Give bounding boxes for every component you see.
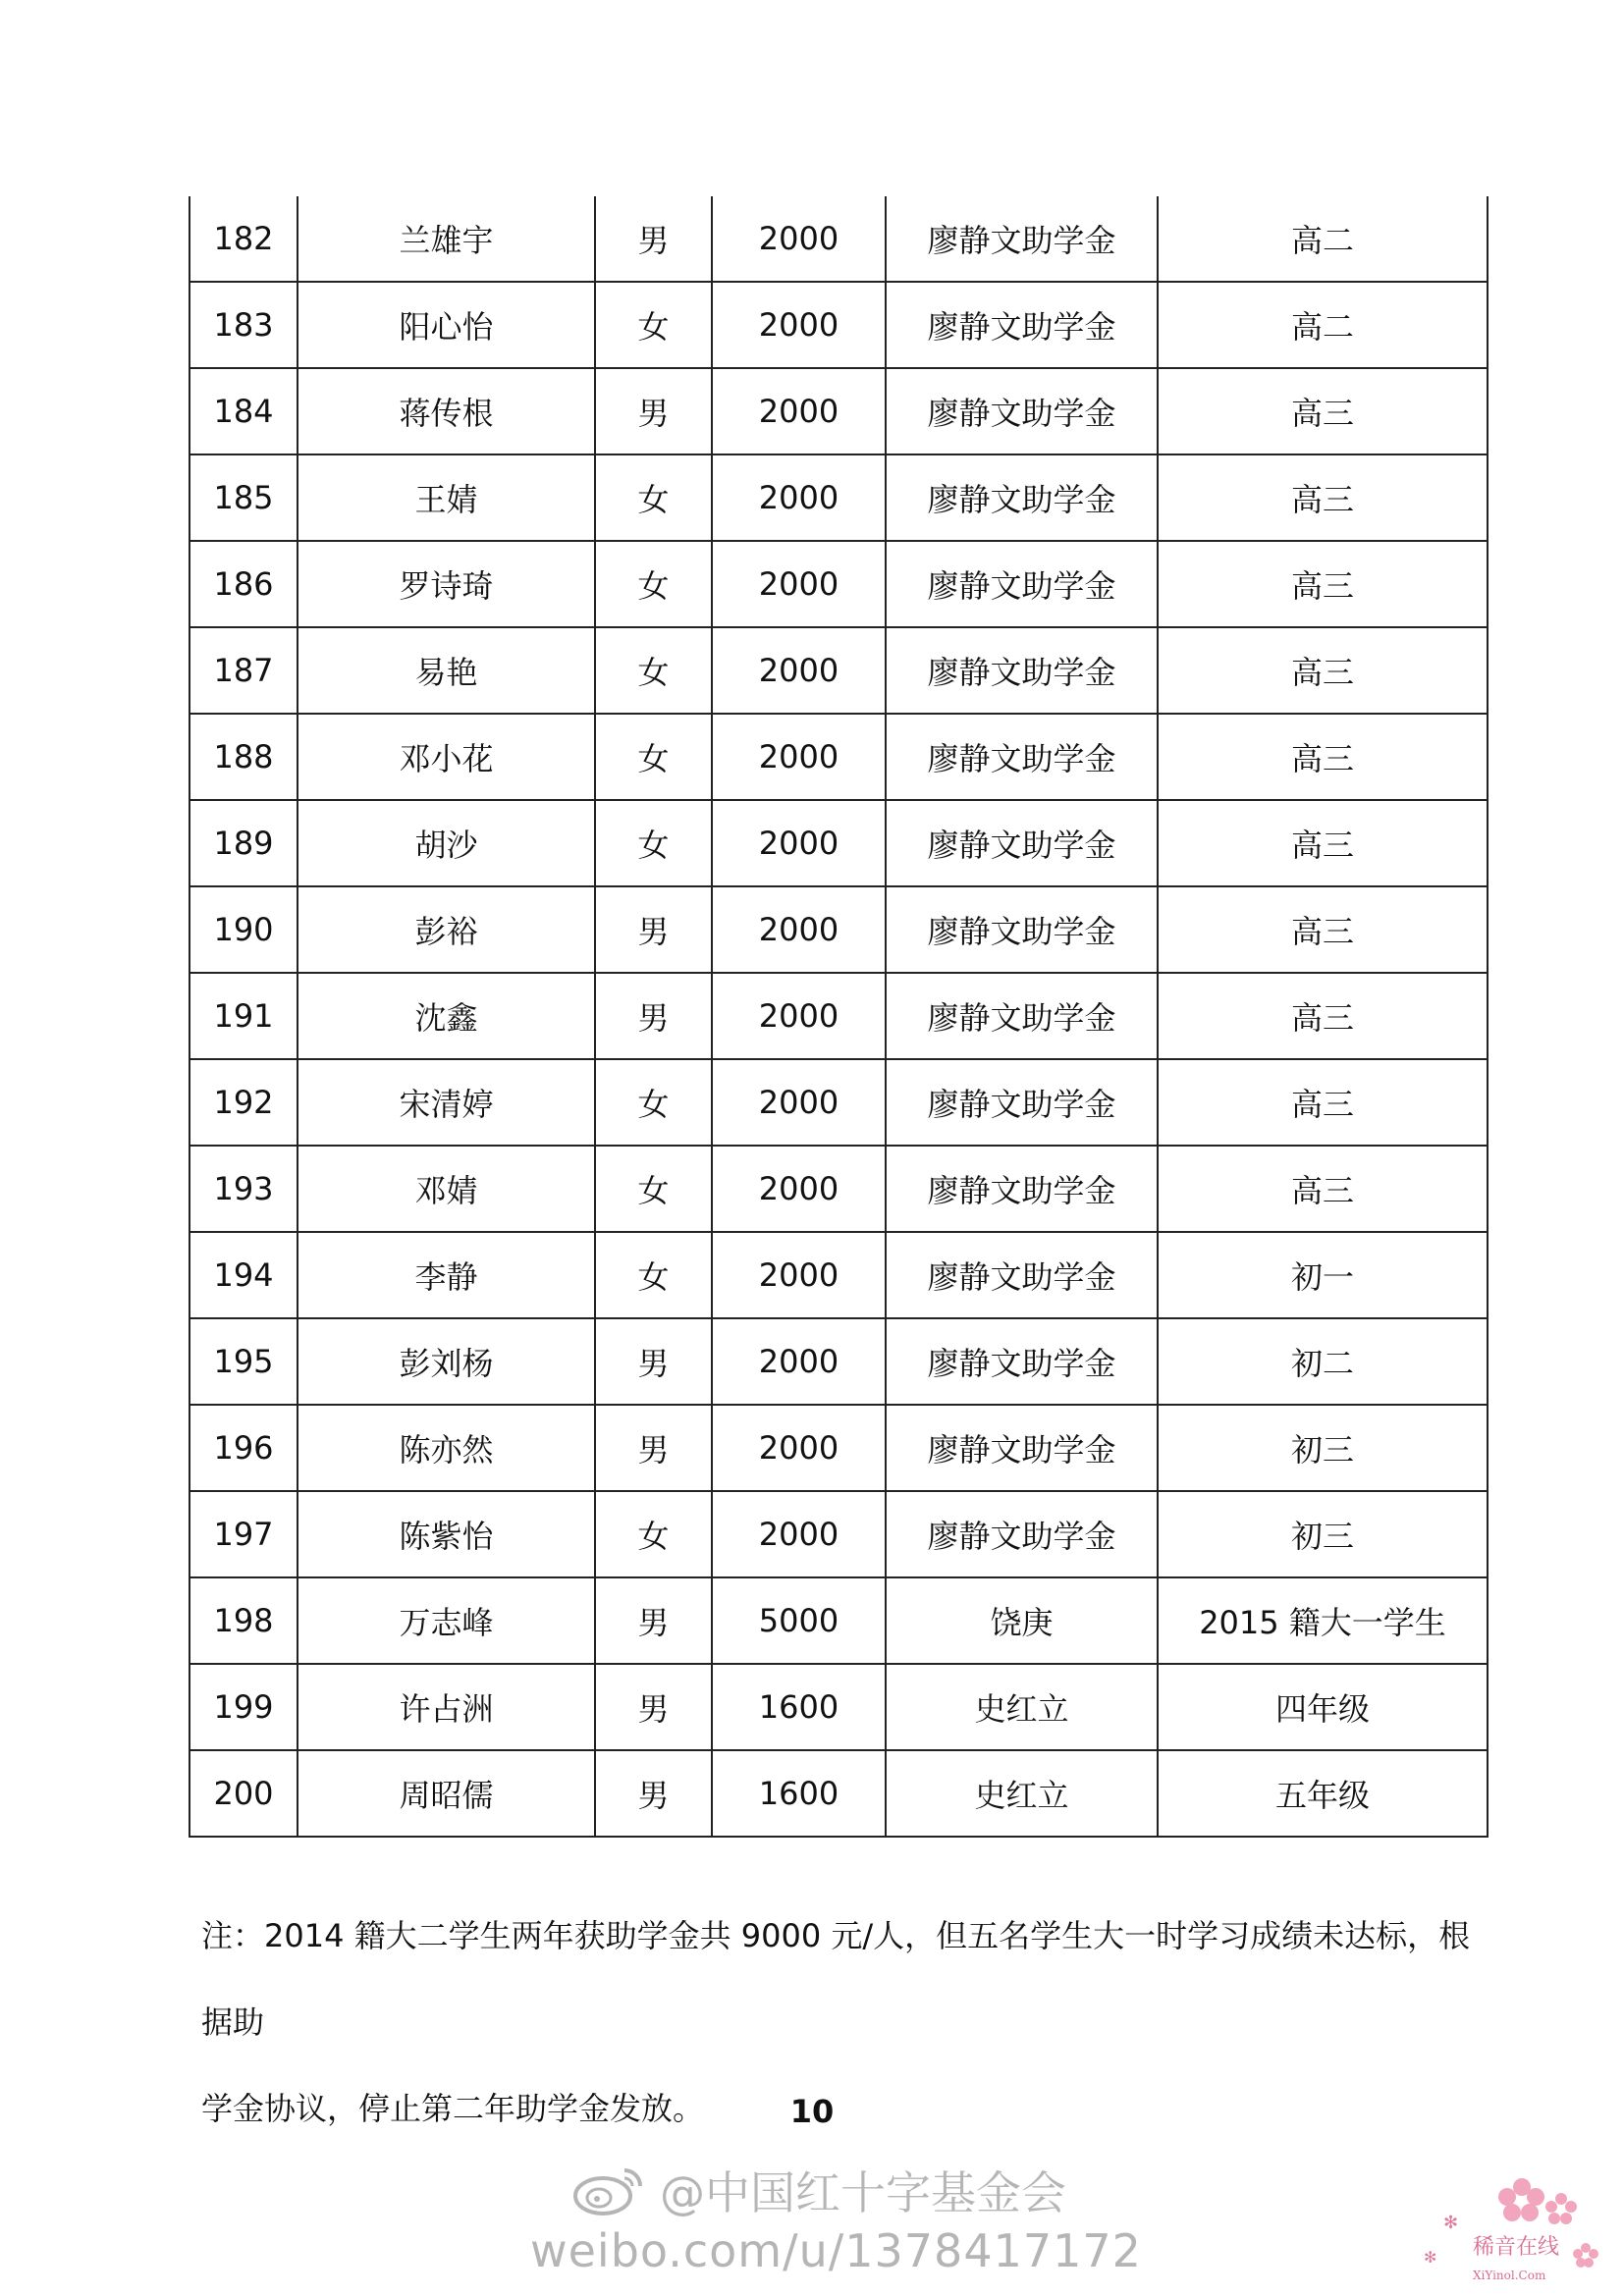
cell-student-name: 阳心怡: [298, 282, 595, 368]
cell-row-number: 194: [189, 1232, 298, 1318]
table-row: [189, 1405, 1488, 1491]
cell-scholarship-name: 廖静文助学金: [886, 282, 1158, 368]
cell-grade: 初二: [1158, 1318, 1488, 1405]
cell-grade: 高三: [1158, 714, 1488, 800]
cell-scholarship-name: 廖静文助学金: [886, 1059, 1158, 1146]
cell-amount: 1600: [712, 1750, 886, 1837]
cell-row-number: 200: [189, 1750, 298, 1837]
cell-row-number: 186: [189, 541, 298, 627]
table-row: [189, 1750, 1488, 1837]
cell-row-number: 182: [189, 196, 298, 282]
cell-scholarship-name: 廖静文助学金: [886, 196, 1158, 282]
cell-amount: 2000: [712, 368, 886, 454]
cell-student-name: 易艳: [298, 627, 595, 714]
cell-student-name: 周昭儒: [298, 1750, 595, 1837]
table-row: [189, 1232, 1488, 1318]
cell-amount: 2000: [712, 1405, 886, 1491]
cell-student-name: 李静: [298, 1232, 595, 1318]
cell-gender: 女: [595, 714, 712, 800]
cell-gender: 男: [595, 1577, 712, 1664]
cell-grade: 高三: [1158, 800, 1488, 886]
cell-student-name: 邓婧: [298, 1146, 595, 1232]
table-row: [189, 454, 1488, 541]
cell-amount: 2000: [712, 886, 886, 973]
table-row: [189, 1664, 1488, 1750]
cell-grade: 四年级: [1158, 1664, 1488, 1750]
cell-gender: 女: [595, 282, 712, 368]
weibo-url: weibo.com/u/1378417172: [530, 2224, 1142, 2277]
page-number: 10: [789, 2093, 835, 2130]
cell-amount: 5000: [712, 1577, 886, 1664]
cell-student-name: 陈亦然: [298, 1405, 595, 1491]
cell-scholarship-name: 廖静文助学金: [886, 714, 1158, 800]
footnote-line-1: 注：2014 籍大二学生两年获助学金共 9000 元/人，但五名学生大一时学习成绩未达标，根据助: [201, 1917, 1471, 2041]
cell-student-name: 邓小花: [298, 714, 595, 800]
cell-amount: 2000: [712, 1059, 886, 1146]
cell-row-number: 189: [189, 800, 298, 886]
cell-student-name: 许占洲: [298, 1664, 595, 1750]
cell-gender: 女: [595, 541, 712, 627]
cell-row-number: 188: [189, 714, 298, 800]
cell-student-name: 蒋传根: [298, 368, 595, 454]
scholarship-table: [189, 196, 1489, 1838]
cell-grade: 高二: [1158, 282, 1488, 368]
table-row: [189, 368, 1488, 454]
cell-amount: 2000: [712, 714, 886, 800]
cell-student-name: 陈紫怡: [298, 1491, 595, 1577]
weibo-account: @中国红十字基金会: [660, 2166, 1066, 2219]
site-name: 稀音在线: [1473, 2235, 1560, 2260]
cell-grade: 高三: [1158, 368, 1488, 454]
cell-scholarship-name: 廖静文助学金: [886, 1491, 1158, 1577]
cell-row-number: 190: [189, 886, 298, 973]
cell-scholarship-name: 史红立: [886, 1664, 1158, 1750]
cell-gender: 女: [595, 1059, 712, 1146]
table-row: [189, 1146, 1488, 1232]
cell-student-name: 彭刘杨: [298, 1318, 595, 1405]
cell-amount: 2000: [712, 541, 886, 627]
cell-amount: 2000: [712, 800, 886, 886]
cell-grade: 五年级: [1158, 1750, 1488, 1837]
cell-grade: 高三: [1158, 454, 1488, 541]
cell-gender: 女: [595, 1146, 712, 1232]
scholarship-table-container: [189, 196, 1487, 1838]
cell-gender: 男: [595, 1750, 712, 1837]
table-row: [189, 1577, 1488, 1664]
footnote-line-2: 学金协议，停止第二年助学金发放。: [201, 2090, 705, 2127]
cell-gender: 女: [595, 800, 712, 886]
cell-student-name: 彭裕: [298, 886, 595, 973]
cell-amount: 2000: [712, 282, 886, 368]
table-row: [189, 541, 1488, 627]
cell-row-number: 199: [189, 1664, 298, 1750]
cell-amount: 2000: [712, 1491, 886, 1577]
cell-student-name: 王婧: [298, 454, 595, 541]
weibo-logo-icon: [569, 2161, 648, 2219]
cell-scholarship-name: 廖静文助学金: [886, 1318, 1158, 1405]
cell-amount: 2000: [712, 1146, 886, 1232]
table-row: [189, 714, 1488, 800]
cell-scholarship-name: 廖静文助学金: [886, 1405, 1158, 1491]
cell-scholarship-name: 史红立: [886, 1750, 1158, 1837]
table-row: [189, 1059, 1488, 1146]
site-domain: XiYinol.Com: [1473, 2269, 1546, 2282]
cell-gender: 男: [595, 886, 712, 973]
table-row: [189, 282, 1488, 368]
cell-student-name: 宋清婷: [298, 1059, 595, 1146]
weibo-watermark: [530, 2158, 1142, 2277]
cell-amount: 1600: [712, 1664, 886, 1750]
cell-scholarship-name: 廖静文助学金: [886, 368, 1158, 454]
cell-grade: 初一: [1158, 1232, 1488, 1318]
cell-gender: 男: [595, 1318, 712, 1405]
cell-grade: 高二: [1158, 196, 1488, 282]
cell-student-name: 兰雄宇: [298, 196, 595, 282]
cell-scholarship-name: 廖静文助学金: [886, 454, 1158, 541]
cell-gender: 女: [595, 627, 712, 714]
cell-scholarship-name: 廖静文助学金: [886, 1146, 1158, 1232]
cell-scholarship-name: 廖静文助学金: [886, 886, 1158, 973]
cell-scholarship-name: 饶庚: [886, 1577, 1158, 1664]
cell-row-number: 195: [189, 1318, 298, 1405]
cell-row-number: 183: [189, 282, 298, 368]
cell-student-name: 沈鑫: [298, 973, 595, 1059]
table-row: [189, 1491, 1488, 1577]
cell-gender: 女: [595, 1491, 712, 1577]
cell-row-number: 191: [189, 973, 298, 1059]
cell-amount: 2000: [712, 196, 886, 282]
cell-scholarship-name: 廖静文助学金: [886, 627, 1158, 714]
site-badge: [1414, 2169, 1610, 2287]
cell-grade: 初三: [1158, 1405, 1488, 1491]
cell-gender: 男: [595, 1405, 712, 1491]
cell-row-number: 185: [189, 454, 298, 541]
cell-amount: 2000: [712, 1318, 886, 1405]
cell-row-number: 184: [189, 368, 298, 454]
cell-row-number: 197: [189, 1491, 298, 1577]
svg-text:✻: ✻: [1424, 2248, 1437, 2267]
cell-scholarship-name: 廖静文助学金: [886, 800, 1158, 886]
cell-amount: 2000: [712, 627, 886, 714]
cell-grade: 高三: [1158, 1059, 1488, 1146]
cell-grade: 2015 籍大一学生: [1158, 1577, 1488, 1664]
cell-row-number: 196: [189, 1405, 298, 1491]
cell-scholarship-name: 廖静文助学金: [886, 973, 1158, 1059]
svg-text:✻: ✻: [1443, 2213, 1459, 2233]
cell-scholarship-name: 廖静文助学金: [886, 541, 1158, 627]
cell-student-name: 罗诗琦: [298, 541, 595, 627]
cell-grade: 高三: [1158, 886, 1488, 973]
table-row: [189, 800, 1488, 886]
table-row: [189, 627, 1488, 714]
cell-grade: 初三: [1158, 1491, 1488, 1577]
cell-grade: 高三: [1158, 627, 1488, 714]
cell-gender: 女: [595, 1232, 712, 1318]
cell-gender: 男: [595, 1664, 712, 1750]
cell-amount: 2000: [712, 1232, 886, 1318]
table-body: [189, 196, 1488, 1837]
cell-gender: 男: [595, 196, 712, 282]
cell-amount: 2000: [712, 454, 886, 541]
cell-amount: 2000: [712, 973, 886, 1059]
cell-row-number: 187: [189, 627, 298, 714]
table-row: [189, 886, 1488, 973]
cell-grade: 高三: [1158, 973, 1488, 1059]
table-row: [189, 1318, 1488, 1405]
cell-row-number: 198: [189, 1577, 298, 1664]
cell-grade: 高三: [1158, 1146, 1488, 1232]
cell-row-number: 193: [189, 1146, 298, 1232]
cell-grade: 高三: [1158, 541, 1488, 627]
table-row: [189, 973, 1488, 1059]
table-row: [189, 196, 1488, 282]
cell-gender: 男: [595, 973, 712, 1059]
cell-student-name: 万志峰: [298, 1577, 595, 1664]
cell-scholarship-name: 廖静文助学金: [886, 1232, 1158, 1318]
cell-student-name: 胡沙: [298, 800, 595, 886]
cell-gender: 女: [595, 454, 712, 541]
cell-gender: 男: [595, 368, 712, 454]
cell-row-number: 192: [189, 1059, 298, 1146]
